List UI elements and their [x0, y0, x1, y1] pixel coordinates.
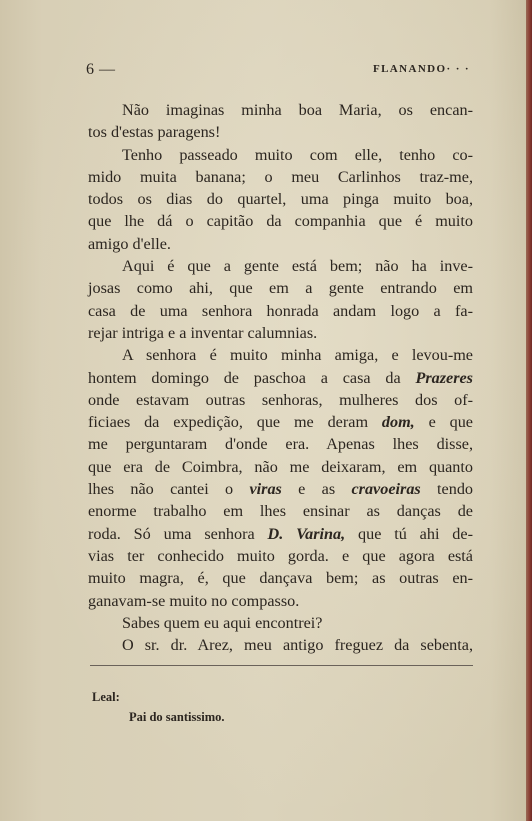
- text-line: Sabes quem eu aqui encontrei?: [122, 613, 323, 632]
- text-line: enorme trabalho em lhes ensinar as danças de: [88, 502, 473, 521]
- italic-term: dom,: [381, 413, 415, 432]
- running-head: [86, 61, 470, 81]
- footnote-label: Leal:: [92, 690, 120, 704]
- footnote-divider: [90, 665, 473, 666]
- text-run: que tú ahi de-: [345, 524, 473, 543]
- italic-term: viras: [249, 480, 282, 499]
- text-line: [88, 411, 473, 433]
- text-line: A senhora é muito minha amiga, e levou-me: [122, 346, 473, 365]
- page-edge: [526, 0, 532, 821]
- text-line: Tenho passeado muito com elle, tenho co-: [122, 145, 473, 164]
- text-line: O sr. dr. Arez, meu antigo freguez da sebenta,: [122, 636, 473, 655]
- text-line: [88, 478, 473, 500]
- text-run: tendo: [420, 480, 474, 499]
- text-line: [88, 523, 473, 545]
- text-line: casa de uma senhora honrada andam logo a fa-: [88, 301, 473, 320]
- text-line: ganavam-se muito no compasso.: [88, 591, 300, 610]
- footnote-text: Pai do santissimo.: [129, 710, 225, 724]
- text-line: tos d'estas paragens!: [88, 123, 221, 142]
- text-line: que era de Coimbra, não me deixaram, em quanto: [88, 457, 473, 476]
- text-line: muito magra, é, que dançava bem; as outras en-: [88, 569, 473, 588]
- italic-term: cravoeiras: [351, 480, 421, 499]
- italic-term: D. Varina,: [267, 524, 346, 543]
- text-line: amigo d'elle.: [88, 234, 171, 253]
- text-line: Não imaginas minha boa Maria, os encan-: [122, 101, 473, 119]
- text-line: Aqui é que a gente está bem; não ha inve-: [122, 257, 473, 276]
- page-number: 6 —: [86, 61, 116, 78]
- text-run: e que: [414, 413, 473, 432]
- text-line: me perguntaram d'onde era. Apenas lhes disse,: [88, 435, 473, 454]
- text-line: que lhe dá o capitão da companhia que é muito: [88, 212, 473, 231]
- text-run: roda. Só uma senhora: [88, 524, 268, 543]
- text-run: lhes não cantei o: [88, 480, 250, 499]
- body-text: [88, 99, 473, 656]
- text-run: e as: [281, 480, 352, 499]
- text-run: ficiaes da expedição, que me deram: [88, 413, 382, 432]
- text-line: josas como ahi, que em a gente entrando em: [88, 279, 473, 298]
- text-line: [88, 367, 473, 389]
- text-run: hontem domingo de paschoa a casa da: [88, 368, 416, 387]
- text-line: rejar intriga e a inventar calumnias.: [88, 323, 318, 342]
- italic-term: Prazeres: [415, 368, 473, 387]
- text-line: mido muita banana; o meu Carlinhos traz-me,: [88, 167, 473, 186]
- footnote: [92, 688, 452, 727]
- text-line: todos os dias do quartel, uma pinga muito boa,: [88, 190, 473, 209]
- text-line: onde estavam outras senhoras, mulheres dos of-: [88, 390, 473, 409]
- text-line: vias ter conhecido muito gorda. e que agora está: [88, 546, 473, 565]
- running-title: FLANANDO· · ·: [372, 63, 470, 75]
